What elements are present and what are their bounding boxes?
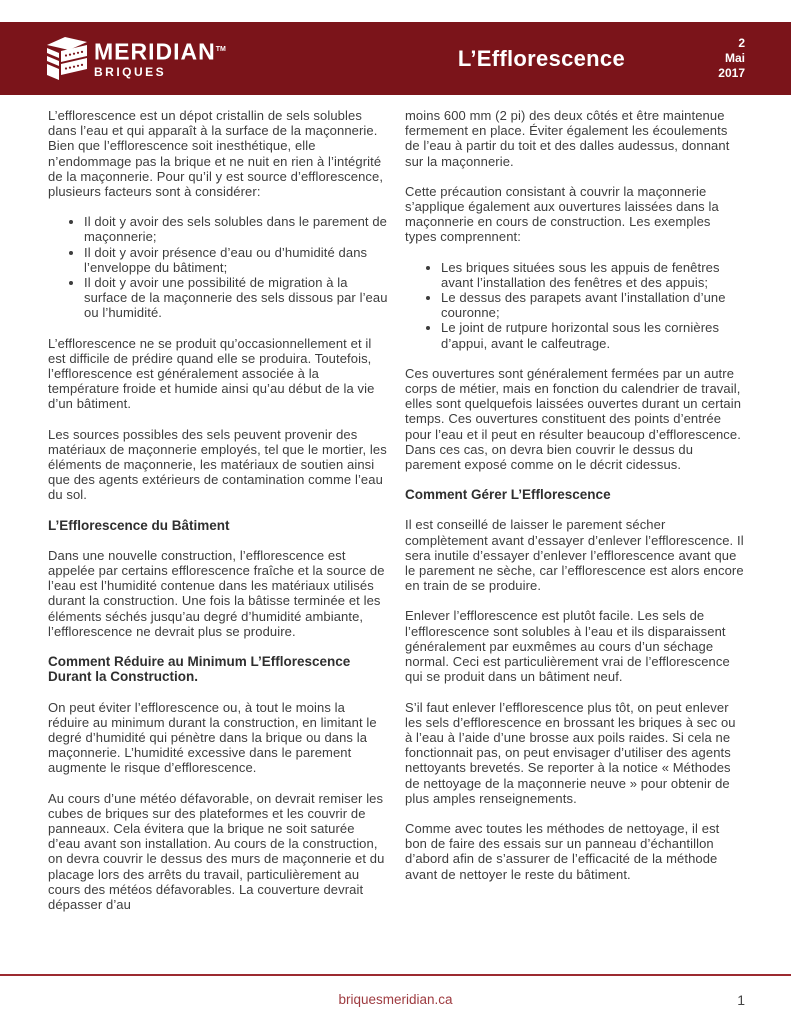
paragraph: On peut éviter l’efflorescence ou, à tout le moins la réduire au minimum durant la construction, en limitant le degré d’humidité qui pénètre dans la brique ou dans la maçonnerie. L’humidité excessive dans le parement augmente le risque d’efflorescence. xyxy=(48,699,377,776)
paragraph: Cette précaution consistant à couvrir la maçonnerie s’applique également aux ouvertures laissées dans la maçonnerie en cours de construction. Les exemples types comprennent: xyxy=(405,183,719,245)
footer-divider xyxy=(0,974,791,976)
issue-date xyxy=(625,36,745,81)
website-link[interactable]: briquesmeridian.ca xyxy=(338,992,453,1007)
issue-date-day: 2 xyxy=(738,36,745,50)
brick-building-icon xyxy=(46,34,88,84)
logo-text xyxy=(94,38,226,80)
header-bar xyxy=(0,22,791,95)
section-heading: Comment Réduire au Minimum L’Efflorescence Durant la Construction. xyxy=(48,654,351,685)
article-body xyxy=(48,108,745,927)
bullet-item: • Il doit y avoir une possibilité de migration à la surface de la maçonnerie des sels dissous par l’eau ou l’humidité. xyxy=(84,275,388,321)
paragraph: L’efflorescence est un dépot cristallin de sels solubles dans l’eau et qui apparaît à la surface de la maçonnerie. Bien que l’efflorescence soit inesthétique, elle n’endommage pas la brique et ne nuit en rien à l’intégrité de la maçonnerie. Pour qu’il y est source d’efflorescence, plusieurs facteurs sont à considérer: xyxy=(48,108,384,200)
right-column xyxy=(405,108,745,927)
logo-subtitle: BRIQUES xyxy=(94,65,167,80)
bullet-list xyxy=(48,214,388,320)
issue-date-month: Mai xyxy=(724,51,745,65)
paragraph: Ces ouvertures sont généralement fermées par un autre corps de métier, mais en fonction du calendrier de travail, elles sont quelquefois laissées ouvertes durant un certain temps. Ces ouvertures constituent des points d’entrée pour l’eau et il peut en résulter beaucoup d’efflorescence. Dans ces cas, on devra bien couvrir le dessus du parement exposé comme on le décrit cidessus. xyxy=(405,365,742,473)
issue-date-year: 2017 xyxy=(718,66,745,80)
paragraph: Dans une nouvelle construction, l’efflorescence est appelée par certains efflorescence fraîche et la source de l’eau est l’humidité contenue dans les matériaux utilisés durant la construction. Une fois la bâtisse terminée et les éléments séchés jusqu’au degré d’humidité ambiante, l’efflorescence ne devrait plus se produire. xyxy=(48,547,385,639)
bullet-list xyxy=(405,260,745,351)
paragraph: S’il faut enlever l’efflorescence plus tôt, on peut enlever les sels d’efflorescence en brossant les briques à sec ou à l’eau à l’aide d’une brosse aux poils raides. Si cela ne fonctionnait pas, on peut envisager d’utiliser des agents nettoyants brevetés. Se reporter à la notice « Méthodes de nettoyage de la maçonnerie neuve » pour obtenir de plus amples renseignements. xyxy=(405,699,736,806)
section-heading: Comment Gérer L’Efflorescence xyxy=(405,487,611,503)
left-column xyxy=(48,108,388,927)
section-heading: L’Efflorescence du Bâtiment xyxy=(48,517,230,533)
paragraph: Au cours d’une météo défavorable, on devrait remiser les cubes de briques sur des plateformes et les couvrir de panneaux. Cela évitera que la brique ne soit saturée d’eau avant son installation. Au cours de la construction, on devra couvrir le dessus des murs de maçonnerie et du placage lors des arrêts du travail, particulièrement au cours des météos défavorables. La couverture devrait dépasser d’au xyxy=(48,790,385,912)
bullet-item: • Le dessus des parapets avant l’installation d’une couronne; xyxy=(441,290,745,320)
bullet-item: • Il doit y avoir des sels solubles dans le parement de maçonnerie; xyxy=(84,214,388,244)
paragraph: Comme avec toutes les méthodes de nettoyage, il est bon de faire des essais sur un panneau d’échantillon d’abord afin de s’assurer de l’efficacité de la méthode avant de nettoyer le reste du bâtiment. xyxy=(405,820,720,882)
paragraph: Les sources possibles des sels peuvent provenir des matériaux de maçonnerie employés, tel que le mortier, les éléments de maçonnerie, les matériaux de soutien ainsi que des agents extérieurs de contamination comme l’eau du sol. xyxy=(48,426,387,503)
bullet-item: • Le joint de rutpure horizontal sous les cornières d’appui, avant le calfeutrage. xyxy=(441,320,745,350)
footer xyxy=(0,992,791,1012)
paragraph: Il est conseillé de laisser le parement sécher complètement avant d’essayer d’enlever l’efflorescence. Il sera inutile d’essayer d’enlever l’efflorescence avant que le parement ne sèche, car l’efflorescence est alors encore en train de se produire. xyxy=(405,517,744,594)
logo-brand-name: MERIDIAN™ xyxy=(94,38,226,65)
bullet-item: • Il doit y avoir présence d’eau ou d’humidité dans l’enveloppe du bâtiment; xyxy=(84,245,388,275)
trademark-mark: TM xyxy=(215,45,226,53)
paragraph: moins 600 mm (2 pi) des deux côtés et être maintenue fermement en place. Éviter également les écoulements de l’eau à partir du toit et des dalles audessus, donnant sur la maçonnerie. xyxy=(405,108,730,169)
bullet-item: • Les briques situées sous les appuis de fenêtres avant l’installation des fenêtres et des appuis; xyxy=(441,260,745,290)
paragraph: Enlever l’efflorescence est plutôt facile. Les sels de l’efflorescence sont solubles à l’eau et ils disparaissent généralement par euxmêmes au cours d’un séchage normal. Ceci est particulièrement vrai de l’efflorescence qui se produit dans un bâtiment neuf. xyxy=(405,608,730,685)
paragraph: L’efflorescence ne se produit qu’occasionnellement et il est difficile de prédire quand elle se produira. Toutefois, l’efflorescence est généralement associée à la température froide et humide ainsi qu’au début de la vie d’un bâtiment. xyxy=(48,335,375,412)
brand-logo xyxy=(46,34,226,84)
page-number: 1 xyxy=(737,992,745,1008)
document-title: L’Efflorescence xyxy=(457,45,625,71)
